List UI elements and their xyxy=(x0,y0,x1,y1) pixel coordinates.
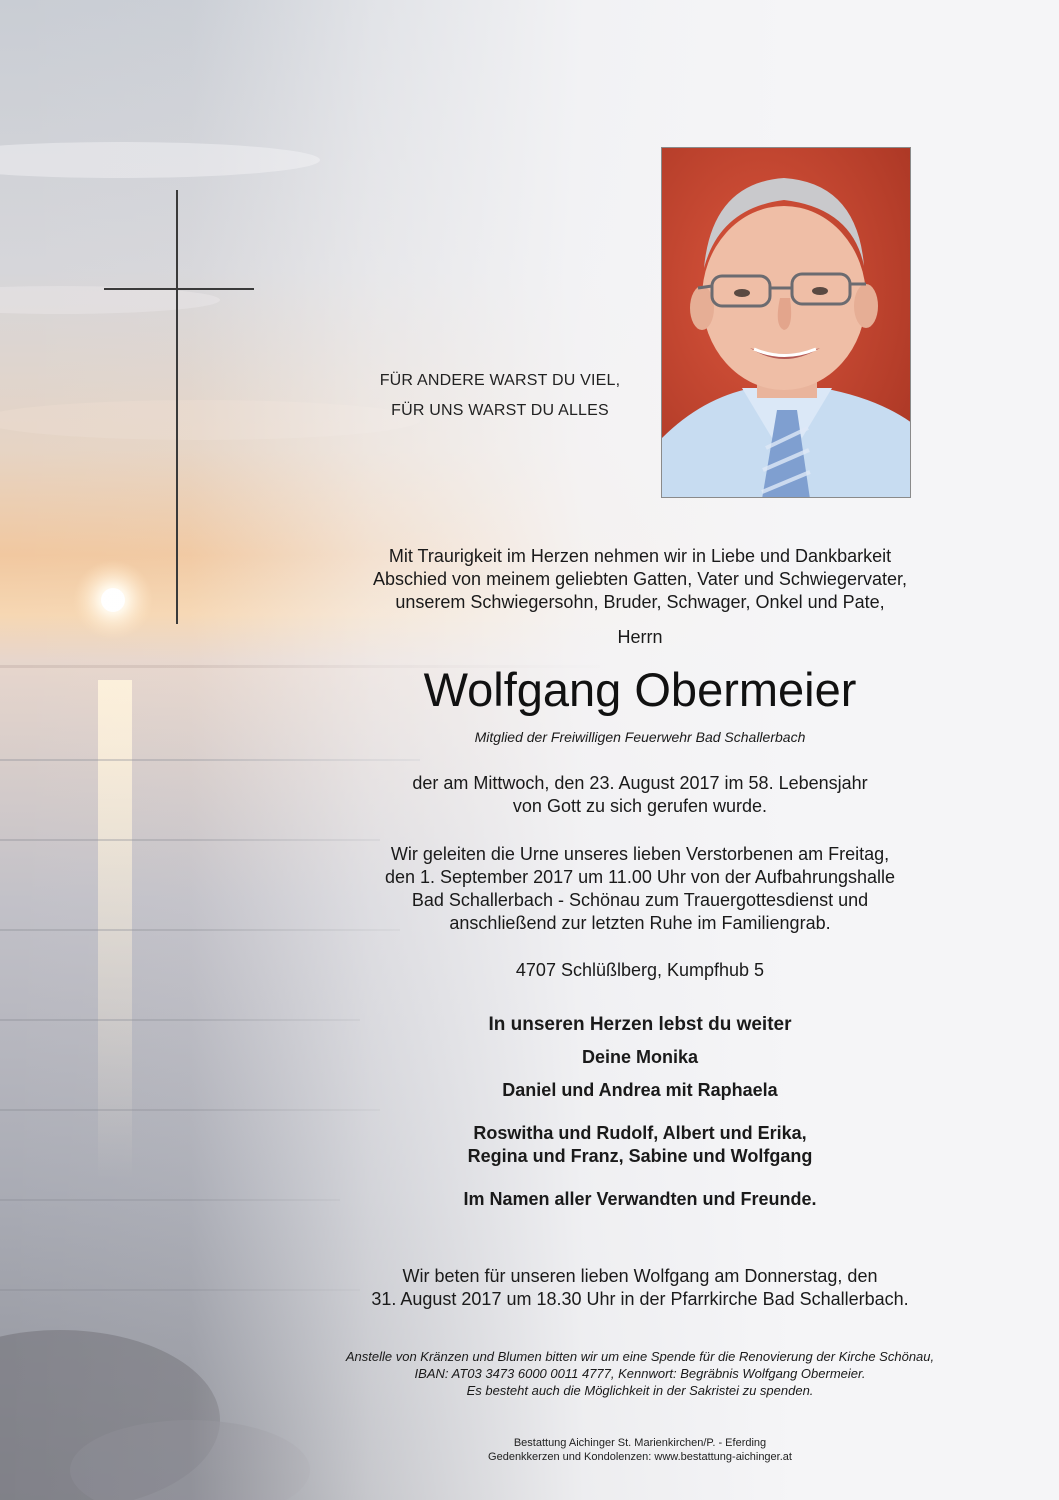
intro-line: unserem Schwiegersohn, Bruder, Schwager, Onkel und Pate, xyxy=(395,592,885,612)
donation-line: Es besteht auch die Möglichkeit in der Sakristei zu spenden. xyxy=(466,1383,814,1398)
prayer-line: 31. August 2017 um 18.30 Uhr in der Pfarrkirche Bad Schallerbach. xyxy=(371,1289,909,1309)
quote-line: FÜR UNS WARST DU ALLES xyxy=(391,402,609,419)
mourner-line: Deine Monika xyxy=(581,1047,699,1067)
footer-line: Bestattung Aichinger St. Marienkirchen/P. - Eferding xyxy=(513,1437,767,1449)
intro-text xyxy=(280,545,1000,614)
funeral-line: den 1. September 2017 um 11.00 Uhr von der Aufbahrungshalle xyxy=(384,867,895,887)
salutation: Herrn xyxy=(617,627,663,647)
funeral-line: Bad Schallerbach - Schönau zum Trauergottesdienst und xyxy=(411,890,869,910)
funeral-home-footer xyxy=(280,1436,1000,1464)
mourners-list xyxy=(280,1013,1000,1211)
death-line: der am Mittwoch, den 23. August 2017 im 58. Lebensjahr xyxy=(412,773,868,793)
intro-line: Abschied von meinem geliebten Gatten, Vater und Schwiegervater, xyxy=(373,569,907,589)
mourner-line: Im Namen aller Verwandten und Freunde. xyxy=(463,1189,817,1209)
membership-note: Mitglied der Freiwilligen Feuerwehr Bad Schallerbach xyxy=(474,729,806,745)
death-notice xyxy=(280,772,1000,818)
donation-note xyxy=(280,1348,1000,1399)
funeral-line: anschließend zur letzten Ruhe im Familiengrab. xyxy=(449,913,831,933)
death-line: von Gott zu sich gerufen wurde. xyxy=(512,796,768,816)
prayer-notice xyxy=(280,1265,1000,1311)
intro-line: Mit Traurigkeit im Herzen nehmen wir in Liebe und Dankbarkeit xyxy=(388,546,892,566)
footer-line: Gedenkkerzen und Kondolenzen: www.bestattung-aichinger.at xyxy=(488,1451,792,1463)
mourner-line: Roswitha und Rudolf, Albert und Erika, xyxy=(473,1123,807,1143)
mourner-line: Regina und Franz, Sabine und Wolfgang xyxy=(467,1146,813,1166)
donation-line: Anstelle von Kränzen und Blumen bitten wir um eine Spende für die Renovierung der Kirche Schönau, xyxy=(345,1349,935,1364)
portrait-illustration xyxy=(662,148,911,498)
family-address: 4707 Schlüßlberg, Kumpfhub 5 xyxy=(515,960,765,980)
funeral-details xyxy=(280,843,1000,935)
portrait-photo-icon xyxy=(661,147,911,498)
memorial-quote xyxy=(320,366,680,426)
mourner-line: Daniel und Andrea mit Raphaela xyxy=(502,1080,778,1100)
funeral-line: Wir geleiten die Urne unseres lieben Verstorbenen am Freitag, xyxy=(390,844,890,864)
prayer-line: Wir beten für unseren lieben Wolfgang am Donnerstag, den xyxy=(402,1266,878,1286)
cross-horizontal-bar xyxy=(104,288,254,290)
cross-vertical-bar xyxy=(176,190,178,624)
donation-line: IBAN: AT03 3473 6000 0011 4777, Kennwort: Begräbnis Wolfgang Obermeier. xyxy=(414,1366,866,1381)
quote-line: FÜR ANDERE WARST DU VIEL, xyxy=(379,372,621,389)
deceased-name: Wolfgang Obermeier xyxy=(423,663,857,716)
mourners-heading: In unseren Herzen lebst du weiter xyxy=(488,1014,792,1035)
